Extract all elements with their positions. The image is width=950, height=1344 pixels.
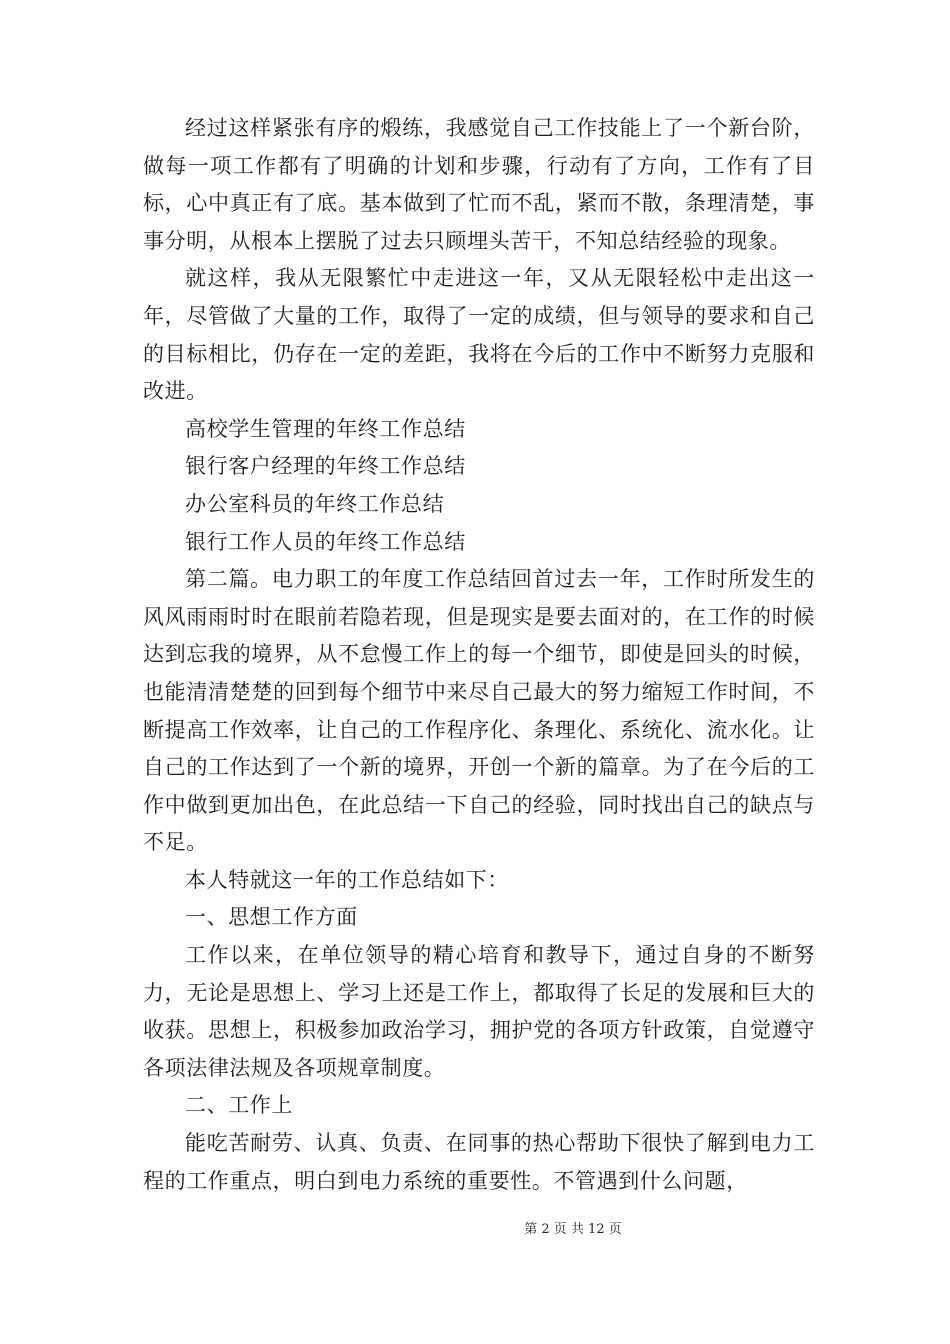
paragraph: 就这样，我从无限繁忙中走进这一年，又从无限轻松中走出这一年，尽管做了大量的工作，取得了一定的成绩，但与领导的要求和自己的目标相比，仍存在一定的差距，我将在今后的工作中不断努力克服和改进。 [143, 266, 815, 404]
paragraph: 工作以来，在单位领导的精心培育和教导下，通过自身的不断努力，无论是思想上、学习上还是工作上，都取得了长足的发展和巨大的收获。思想上，积极参加政治学习，拥护党的各项方针政策，自觉遵守各项法律法规及各项规章制度。 [143, 943, 815, 1080]
paragraph: 能吃苦耐劳、认真、负责、在同事的热心帮助下很快了解到电力工程的工作重点，明白到电力系统的重要性。不管遇到什么问题， [143, 1131, 815, 1193]
section-heading: 一、思想工作方面 [185, 905, 358, 930]
page-number: 第 2 页 共 12 页 [524, 1222, 622, 1237]
paragraph: 经过这样紧张有序的煅练，我感觉自己工作技能上了一个新台阶，做每一项工作都有了明确的计划和步骤，行动有了方向，工作有了目标，心中真正有了底。基本做到了忙而不乱，紧而不散，条理清楚，事事分明，从根本上摆脱了过去只顾埋头苦干，不知总结经验的现象。 [143, 116, 815, 253]
link-title: 高校学生管理的年终工作总结 [185, 416, 466, 441]
paragraph: 本人特就这一年的工作总结如下： [185, 867, 509, 892]
section-heading: 二、工作上 [185, 1093, 293, 1118]
link-title: 办公室科员的年终工作总结 [185, 491, 445, 516]
link-title: 银行工作人员的年终工作总结 [185, 529, 466, 554]
document-body [143, 110, 815, 1200]
paragraph: 第二篇。电力职工的年度工作总结回首过去一年，工作时所发生的风风雨雨时时在眼前若隐若现，但是现实是要去面对的，在工作的时候达到忘我的境界，从不怠慢工作上的每一个细节，即使是回头的时候，也能清清楚楚的回到每个细节中来尽自己最大的努力缩短工作时间，不断提高工作效率，让自己的工作程序化、条理化、系统化、流水化。让自己的工作达到了一个新的境界，开创一个新的篇章。为了在今后的工作中做到更加出色，在此总结一下自己的经验，同时找出自己的缺点与不足。 [143, 567, 815, 855]
page-footer [0, 1218, 950, 1237]
link-title: 银行客户经理的年终工作总结 [185, 454, 466, 479]
